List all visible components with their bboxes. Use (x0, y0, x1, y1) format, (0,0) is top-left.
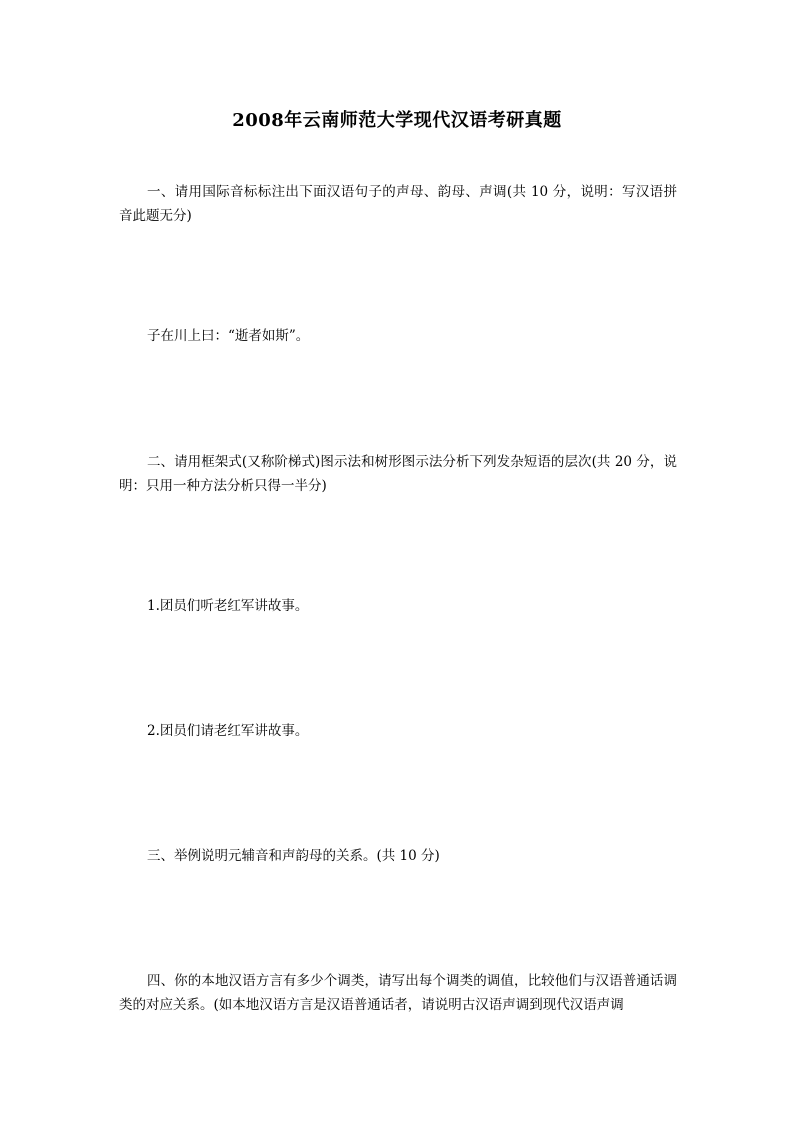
question-4-text: 四、你的本地汉语方言有多少个调类，请写出每个调类的调值，比较他们与汉语普通话调类的对应关系。(如本地汉语方言是汉语普通话者，请说明古汉语声调到现代汉语声调 (119, 973, 677, 1013)
question-1-text: 一、请用国际音标标注出下面汉语句子的声母、韵母、声调(共 10 分，说明：写汉语拼音此题无分) (119, 184, 677, 224)
document-title: 2008年云南师范大学现代汉语考研真题 (232, 110, 562, 131)
question-2-item-2: 2.团员们请老红军讲故事。 (147, 723, 309, 739)
question-1-sentence: 子在川上曰：“逝者如斯”。 (147, 328, 310, 344)
question-2-text: 二、请用框架式(又称阶梯式)图示法和树形图示法分析下列发杂短语的层次(共 20 分，说明：只用一种方法分析只得一半分) (119, 454, 677, 494)
question-2-item-1: 1.团员们听老红军讲故事。 (147, 598, 309, 614)
question-3-text: 三、举例说明元辅音和声韵母的关系。(共 10 分) (147, 848, 440, 864)
